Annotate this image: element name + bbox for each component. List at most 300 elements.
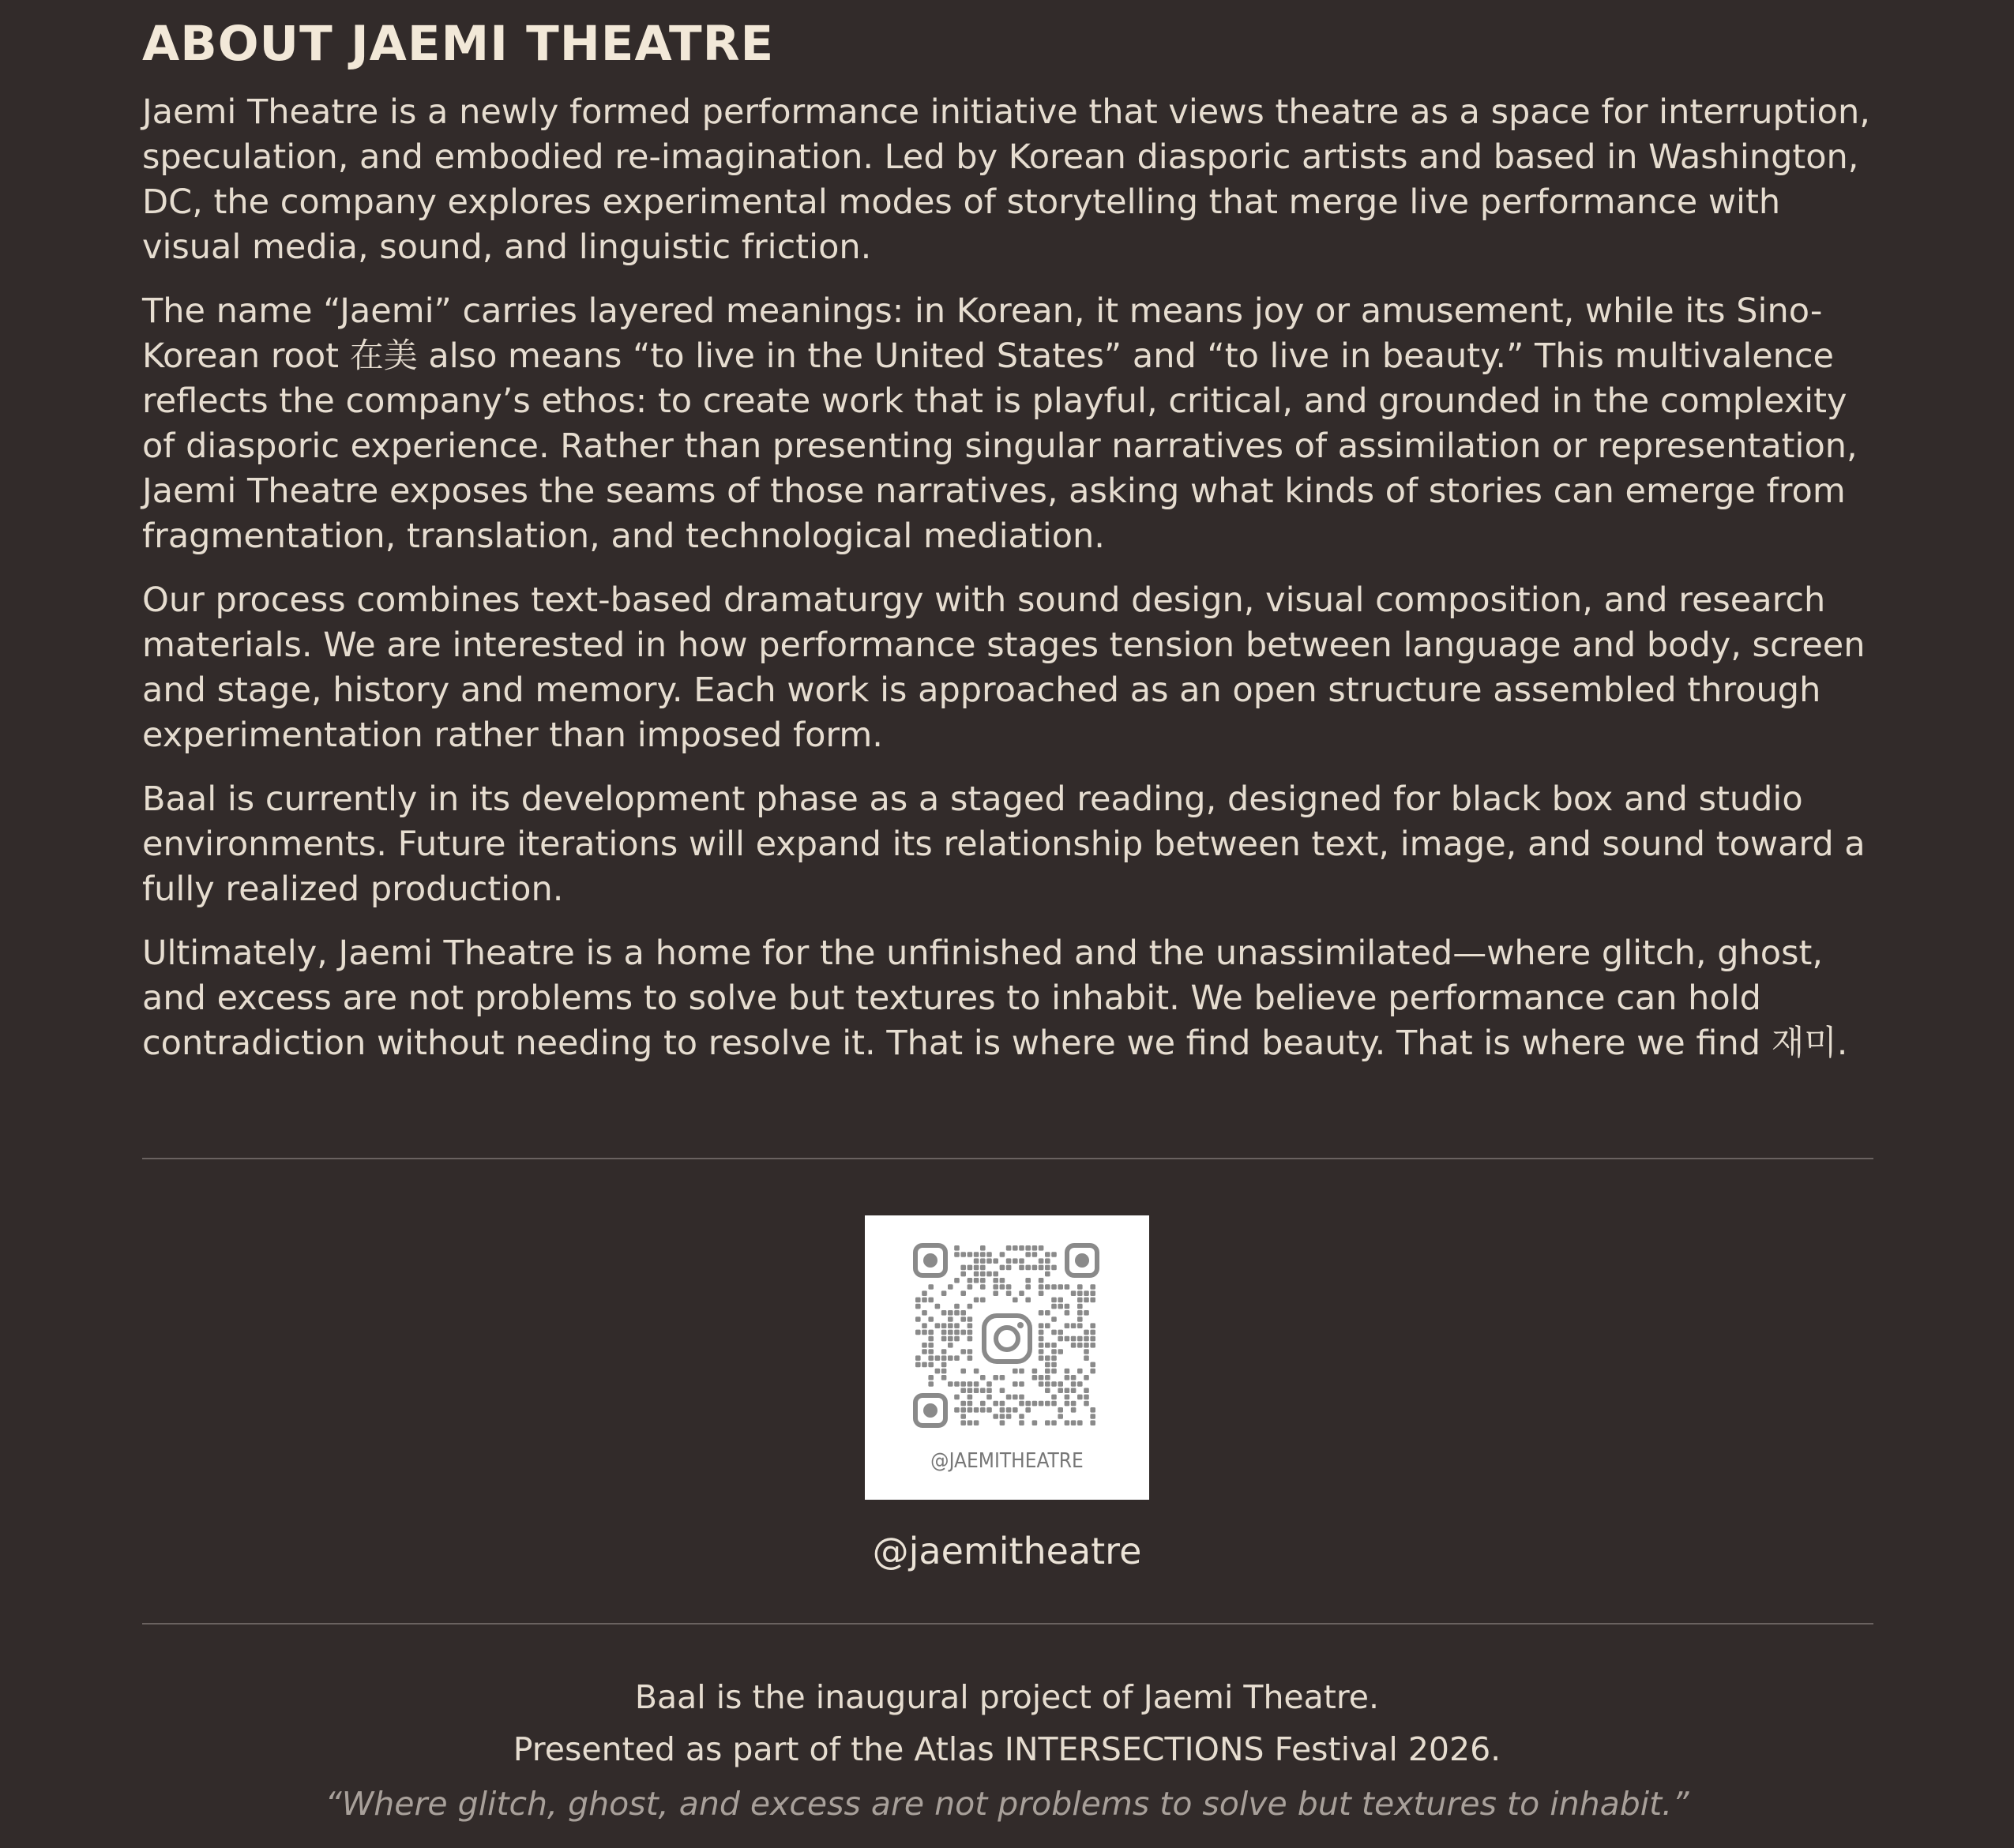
qr-module: [1058, 1304, 1063, 1309]
qr-module: [1006, 1284, 1012, 1290]
qr-module: [941, 1323, 947, 1328]
qr-finder-top-left: [915, 1245, 945, 1275]
qr-module: [968, 1420, 973, 1425]
qr-module: [948, 1323, 953, 1328]
footer-quote: “Where glitch, ghost, and excess are not problems to solve but textures to inhabit.”: [325, 1785, 1689, 1823]
instagram-icon: [979, 1310, 1035, 1367]
qr-module: [1058, 1388, 1063, 1393]
qr-module: [980, 1375, 986, 1380]
qr-module: [1090, 1420, 1095, 1425]
qr-module: [1071, 1388, 1077, 1393]
qr-module: [1071, 1375, 1077, 1380]
qr-module: [1045, 1284, 1050, 1290]
qr-module: [960, 1388, 966, 1393]
qr-module: [968, 1278, 973, 1283]
qr-module: [1039, 1375, 1044, 1380]
qr-module: [993, 1278, 998, 1283]
qr-module: [1071, 1401, 1077, 1407]
qr-module: [1039, 1278, 1044, 1283]
qr-module: [1032, 1265, 1038, 1271]
qr-module: [1071, 1336, 1077, 1342]
qr-module: [968, 1317, 973, 1322]
qr-module: [1065, 1401, 1070, 1407]
qr-module: [941, 1369, 947, 1374]
qr-module: [1019, 1245, 1024, 1251]
qr-module: [1090, 1369, 1095, 1374]
qr-module: [1051, 1349, 1057, 1354]
qr-module: [980, 1388, 986, 1393]
qr-module: [1084, 1343, 1089, 1348]
qr-module: [968, 1265, 973, 1271]
qr-module: [1058, 1349, 1063, 1354]
qr-module: [928, 1317, 934, 1322]
qr-module: [974, 1252, 979, 1257]
qr-module: [1058, 1381, 1063, 1387]
qr-module: [1084, 1290, 1089, 1296]
footer-line-1: Baal is the inaugural project of Jaemi Theatre.: [634, 1678, 1380, 1716]
qr-module: [935, 1323, 941, 1328]
qr-module: [1039, 1381, 1044, 1387]
qr-module: [1090, 1407, 1095, 1413]
qr-module: [980, 1284, 986, 1290]
qr-module: [1071, 1407, 1077, 1413]
qr-module: [968, 1330, 973, 1335]
qr-module: [1006, 1265, 1012, 1271]
qr-module: [915, 1298, 921, 1303]
qr-module: [986, 1381, 992, 1387]
qr-module: [1000, 1420, 1005, 1425]
qr-module: [1077, 1381, 1083, 1387]
qr-module: [928, 1343, 934, 1348]
qr-module: [960, 1265, 966, 1271]
footer: [0, 1671, 2014, 1832]
qr-module: [948, 1355, 953, 1361]
qr-module: [1051, 1395, 1057, 1400]
qr-module: [1019, 1381, 1024, 1387]
qr-module: [1019, 1265, 1024, 1271]
qr-module: [1045, 1323, 1050, 1328]
qr-module: [1090, 1290, 1095, 1296]
qr-module: [1045, 1375, 1050, 1380]
qr-module: [1025, 1407, 1031, 1413]
qr-module: [968, 1349, 973, 1354]
qr-module: [1045, 1362, 1050, 1368]
qr-module: [948, 1343, 953, 1348]
qr-module: [1058, 1414, 1063, 1419]
qr-module: [974, 1298, 979, 1303]
qr-module: [986, 1271, 992, 1277]
qr-module: [928, 1355, 934, 1361]
qr-module: [941, 1375, 947, 1380]
qr-module: [1051, 1381, 1057, 1387]
qr-module: [980, 1278, 986, 1283]
qr-module: [1077, 1395, 1083, 1400]
qr-module: [928, 1349, 934, 1354]
about-body: [142, 90, 1873, 1085]
qr-module: [1019, 1420, 1024, 1425]
qr-module: [1090, 1284, 1095, 1290]
qr-module: [960, 1407, 966, 1413]
qr-module: [1019, 1395, 1024, 1400]
qr-module: [1051, 1304, 1057, 1309]
qr-module: [1013, 1381, 1018, 1387]
qr-module: [1039, 1290, 1044, 1296]
qr-module: [1051, 1317, 1057, 1322]
qr-module: [1065, 1323, 1070, 1328]
qr-module: [941, 1310, 947, 1316]
qr-module: [1077, 1310, 1083, 1316]
qr-module: [1000, 1265, 1005, 1271]
qr-caption: @JAEMITHEATRE: [930, 1449, 1084, 1473]
qr-module: [915, 1317, 921, 1322]
qr-module: [1084, 1310, 1089, 1316]
qr-module: [1065, 1388, 1070, 1393]
qr-module: [1000, 1414, 1005, 1419]
qr-module: [960, 1290, 966, 1296]
qr-module: [954, 1323, 960, 1328]
qr-module: [922, 1362, 927, 1368]
qr-module: [954, 1355, 960, 1361]
qr-module: [1084, 1336, 1089, 1342]
qr-module: [1051, 1343, 1057, 1348]
qr-module: [1045, 1271, 1050, 1277]
qr-module: [1077, 1298, 1083, 1303]
qr-module: [928, 1381, 934, 1387]
qr-module: [1084, 1395, 1089, 1400]
qr-module: [968, 1401, 973, 1407]
qr-module: [1039, 1349, 1044, 1354]
qr-module: [1077, 1317, 1083, 1322]
qr-finder-top-right: [1067, 1245, 1097, 1275]
qr-module: [954, 1336, 960, 1342]
qr-module: [1065, 1304, 1070, 1309]
qr-module: [1039, 1323, 1044, 1328]
about-paragraph-3: Our process combines text-based dramaturgy with sound design, visual composition, and research materials. We are interested in how performance stages tension between language and body, screen and stage, history and memory. Each work is approached as an open structure assembled through experimentation rather than imposed form.: [142, 580, 1866, 755]
qr-module: [980, 1271, 986, 1277]
qr-module: [1077, 1284, 1083, 1290]
qr-module: [1065, 1375, 1070, 1380]
divider-bottom: [142, 1623, 1873, 1625]
qr-module: [948, 1330, 953, 1335]
qr-module: [968, 1381, 973, 1387]
qr-module: [1000, 1375, 1005, 1380]
qr-module: [1058, 1298, 1063, 1303]
qr-module: [1051, 1369, 1057, 1374]
qr-module: [1084, 1375, 1089, 1380]
qr-module: [1032, 1420, 1038, 1425]
qr-module: [1045, 1355, 1050, 1361]
qr-module: [1025, 1265, 1031, 1271]
qr-module: [1090, 1362, 1095, 1368]
qr-module: [960, 1330, 966, 1335]
qr-module: [980, 1265, 986, 1271]
qr-module: [1019, 1401, 1024, 1407]
qr-module: [1090, 1330, 1095, 1335]
qr-module: [993, 1375, 998, 1380]
qr-module: [1032, 1401, 1038, 1407]
qr-module: [1084, 1355, 1089, 1361]
qr-module: [954, 1407, 960, 1413]
qr-module: [1071, 1343, 1077, 1348]
qr-module: [1071, 1420, 1077, 1425]
qr-module: [1045, 1343, 1050, 1348]
qr-module: [1039, 1245, 1044, 1251]
qr-module: [935, 1369, 941, 1374]
divider-top: [142, 1158, 1873, 1159]
qr-module: [1065, 1310, 1070, 1316]
qr-module: [1025, 1245, 1031, 1251]
qr-module: [980, 1258, 986, 1264]
qr-module: [1045, 1310, 1050, 1316]
qr-module: [960, 1369, 966, 1374]
qr-module: [968, 1355, 973, 1361]
qr-module: [954, 1304, 960, 1309]
qr-module: [1077, 1323, 1083, 1328]
qr-module: [1077, 1336, 1083, 1342]
qr-module: [960, 1310, 966, 1316]
qr-module: [941, 1290, 947, 1296]
qr-module: [960, 1420, 966, 1425]
qr-module: [1006, 1395, 1012, 1400]
qr-module: [954, 1395, 960, 1400]
qr-module: [1045, 1388, 1050, 1393]
qr-module: [1025, 1298, 1031, 1303]
qr-module: [974, 1381, 979, 1387]
qr-module: [974, 1369, 979, 1374]
qr-module: [968, 1407, 973, 1413]
qr-module: [1013, 1245, 1018, 1251]
qr-module: [1051, 1401, 1057, 1407]
qr-finder-bottom-left: [915, 1395, 945, 1425]
page-title: ABOUT JAEMI THEATRE: [142, 16, 775, 72]
qr-module: [968, 1252, 973, 1257]
qr-module: [960, 1349, 966, 1354]
qr-module: [1000, 1388, 1005, 1393]
qr-module: [1013, 1407, 1018, 1413]
qr-module: [928, 1284, 934, 1290]
qr-module: [935, 1304, 941, 1309]
qr-module: [1051, 1330, 1057, 1335]
qr-module: [1039, 1401, 1044, 1407]
qr-module: [922, 1330, 927, 1335]
qr-module: [1025, 1278, 1031, 1283]
qr-module: [922, 1310, 927, 1316]
qr-module: [1090, 1298, 1095, 1303]
qr-module: [968, 1284, 973, 1290]
instagram-qr-code[interactable]: [865, 1215, 1149, 1500]
qr-module: [1032, 1245, 1038, 1251]
qr-module: [960, 1317, 966, 1322]
qr-module: [954, 1245, 960, 1251]
qr-module: [1065, 1395, 1070, 1400]
qr-module: [1019, 1369, 1024, 1374]
qr-module: [993, 1284, 998, 1290]
instagram-handle[interactable]: @jaemitheatre: [872, 1530, 1142, 1572]
qr-module: [941, 1330, 947, 1335]
qr-module: [1058, 1330, 1063, 1335]
qr-module: [954, 1381, 960, 1387]
qr-module: [1000, 1401, 1005, 1407]
qr-module: [1013, 1369, 1018, 1374]
qr-module: [974, 1271, 979, 1277]
qr-module: [980, 1245, 986, 1251]
qr-module: [1019, 1414, 1024, 1419]
qr-module: [1051, 1298, 1057, 1303]
qr-module: [948, 1310, 953, 1316]
qr-module: [980, 1298, 986, 1303]
qr-module: [1025, 1252, 1031, 1257]
qr-module: [960, 1252, 966, 1257]
qr-module: [1071, 1381, 1077, 1387]
qr-module: [948, 1381, 953, 1387]
qr-module: [915, 1355, 921, 1361]
qr-module: [954, 1330, 960, 1335]
qr-module: [1051, 1265, 1057, 1271]
qr-module: [960, 1401, 966, 1407]
qr-module: [954, 1310, 960, 1316]
qr-module: [993, 1290, 998, 1296]
qr-module: [1090, 1414, 1095, 1419]
qr-module: [922, 1290, 927, 1296]
qr-module: [1039, 1258, 1044, 1264]
qr-module: [1039, 1336, 1044, 1342]
qr-module: [1000, 1278, 1005, 1283]
about-paragraph-5: Ultimately, Jaemi Theatre is a home for the unfinished and the unassimilated—where glitch, ghost, and excess are not problems to solve but textures to inhabit. We believe performance can hold contradiction without needing to resolve it. That is where we find beauty. That is where we find 재미.: [142, 933, 1848, 1063]
qr-module: [1090, 1336, 1095, 1342]
qr-module: [928, 1375, 934, 1380]
about-paragraph-4: Baal is currently in its development phase as a staged reading, designed for black box and studio environments. Future iterations will expand its relationship between text, image, and sound toward a fully realized production.: [142, 779, 1866, 909]
qr-module: [993, 1258, 998, 1264]
qr-module: [960, 1381, 966, 1387]
qr-module: [993, 1271, 998, 1277]
qr-module: [968, 1388, 973, 1393]
qr-module: [1045, 1420, 1050, 1425]
qr-module: [1000, 1407, 1005, 1413]
qr-module: [1065, 1369, 1070, 1374]
qr-module: [954, 1278, 960, 1283]
qr-module: [980, 1252, 986, 1257]
qr-module: [968, 1336, 973, 1342]
qr-module: [915, 1330, 921, 1335]
qr-module: [922, 1343, 927, 1348]
qr-module: [960, 1271, 966, 1277]
qr-module: [1065, 1420, 1070, 1425]
qr-module: [968, 1304, 973, 1309]
qr-module: [928, 1362, 934, 1368]
qr-module: [974, 1407, 979, 1413]
qr-module: [1039, 1343, 1044, 1348]
qr-module: [1077, 1420, 1083, 1425]
qr-module: [1045, 1265, 1050, 1271]
qr-module: [1071, 1323, 1077, 1328]
qr-module: [948, 1317, 953, 1322]
qr-module: [954, 1252, 960, 1257]
qr-module: [1045, 1401, 1050, 1407]
qr-module: [935, 1355, 941, 1361]
qr-module: [993, 1401, 998, 1407]
qr-module: [1077, 1304, 1083, 1309]
qr-module: [974, 1420, 979, 1425]
qr-module: [928, 1330, 934, 1335]
qr-module: [1065, 1284, 1070, 1290]
qr-module: [1090, 1343, 1095, 1348]
qr-module: [993, 1414, 998, 1419]
qr-module: [1032, 1369, 1038, 1374]
qr-module: [1013, 1395, 1018, 1400]
qr-module: [974, 1258, 979, 1264]
qr-module: [1051, 1252, 1057, 1257]
qr-module: [1019, 1290, 1024, 1296]
qr-module: [1071, 1290, 1077, 1296]
qr-module: [1032, 1252, 1038, 1257]
qr-module: [928, 1298, 934, 1303]
qr-module: [1025, 1284, 1031, 1290]
qr-module: [986, 1252, 992, 1257]
qr-module: [1032, 1375, 1038, 1380]
qr-module: [1000, 1252, 1005, 1257]
qr-module: [941, 1349, 947, 1354]
qr-module: [974, 1265, 979, 1271]
qr-module: [1006, 1290, 1012, 1296]
qr-module: [1051, 1355, 1057, 1361]
qr-module: [1039, 1265, 1044, 1271]
qr-module: [1084, 1388, 1089, 1393]
qr-module: [986, 1407, 992, 1413]
qr-module: [1065, 1336, 1070, 1342]
qr-module: [986, 1388, 992, 1393]
qr-module: [1039, 1330, 1044, 1335]
qr-module: [928, 1336, 934, 1342]
qr-module: [922, 1349, 927, 1354]
qr-module: [1006, 1245, 1012, 1251]
about-paragraph-1: Jaemi Theatre is a newly formed performance initiative that views theatre as a space for interruption, speculation, and embodied re-imagination. Led by Korean diasporic artists and based in Washington, DC, the company explores experimental modes of storytelling that merge live performance with visual media, sound, and linguistic friction.: [142, 92, 1870, 267]
qr-module: [1077, 1290, 1083, 1296]
qr-module: [1013, 1258, 1018, 1264]
qr-module: [1051, 1420, 1057, 1425]
qr-module: [915, 1362, 921, 1368]
qr-module: [915, 1304, 921, 1309]
qr-module: [1045, 1381, 1050, 1387]
qr-module: [1051, 1362, 1057, 1368]
qr-module: [974, 1278, 979, 1283]
about-paragraph-2: The name “Jaemi” carries layered meanings: in Korean, it means joy or amusement, while its Sino-Korean root 在美 also means “to live in the United States” and “to live in beauty.” This multivalence reflects the company’s ethos: to create work that is playful, critical, and grounded in the complexity of diasporic experience. Rather than presenting singular narratives of assimilation or representation, Jaemi Theatre exposes the seams of those narratives, asking what kinds of stories can emerge from fragmentation, translation, and technological mediation.: [142, 291, 1858, 556]
qr-module: [922, 1323, 927, 1328]
qr-module: [1039, 1310, 1044, 1316]
qr-module: [980, 1407, 986, 1413]
qr-module: [1084, 1330, 1089, 1335]
qr-module: [968, 1323, 973, 1328]
qr-module: [974, 1388, 979, 1393]
qr-module: [1077, 1369, 1083, 1374]
footer-line-2: Presented as part of the Atlas INTERSECTIONS Festival 2026.: [513, 1730, 1501, 1768]
qr-module: [1045, 1258, 1050, 1264]
qr-module: [1058, 1407, 1063, 1413]
qr-module: [1006, 1414, 1012, 1419]
qr-module: [980, 1401, 986, 1407]
qr-module: [1000, 1284, 1005, 1290]
qr-module: [948, 1284, 953, 1290]
qr-module: [1090, 1323, 1095, 1328]
qr-module: [1084, 1298, 1089, 1303]
qr-module: [1006, 1407, 1012, 1413]
qr-module: [922, 1298, 927, 1303]
qr-module: [1045, 1369, 1050, 1374]
qr-module: [941, 1362, 947, 1368]
qr-module: [1077, 1343, 1083, 1348]
qr-module: [941, 1336, 947, 1342]
qr-module: [948, 1336, 953, 1342]
qr-module: [1058, 1284, 1063, 1290]
